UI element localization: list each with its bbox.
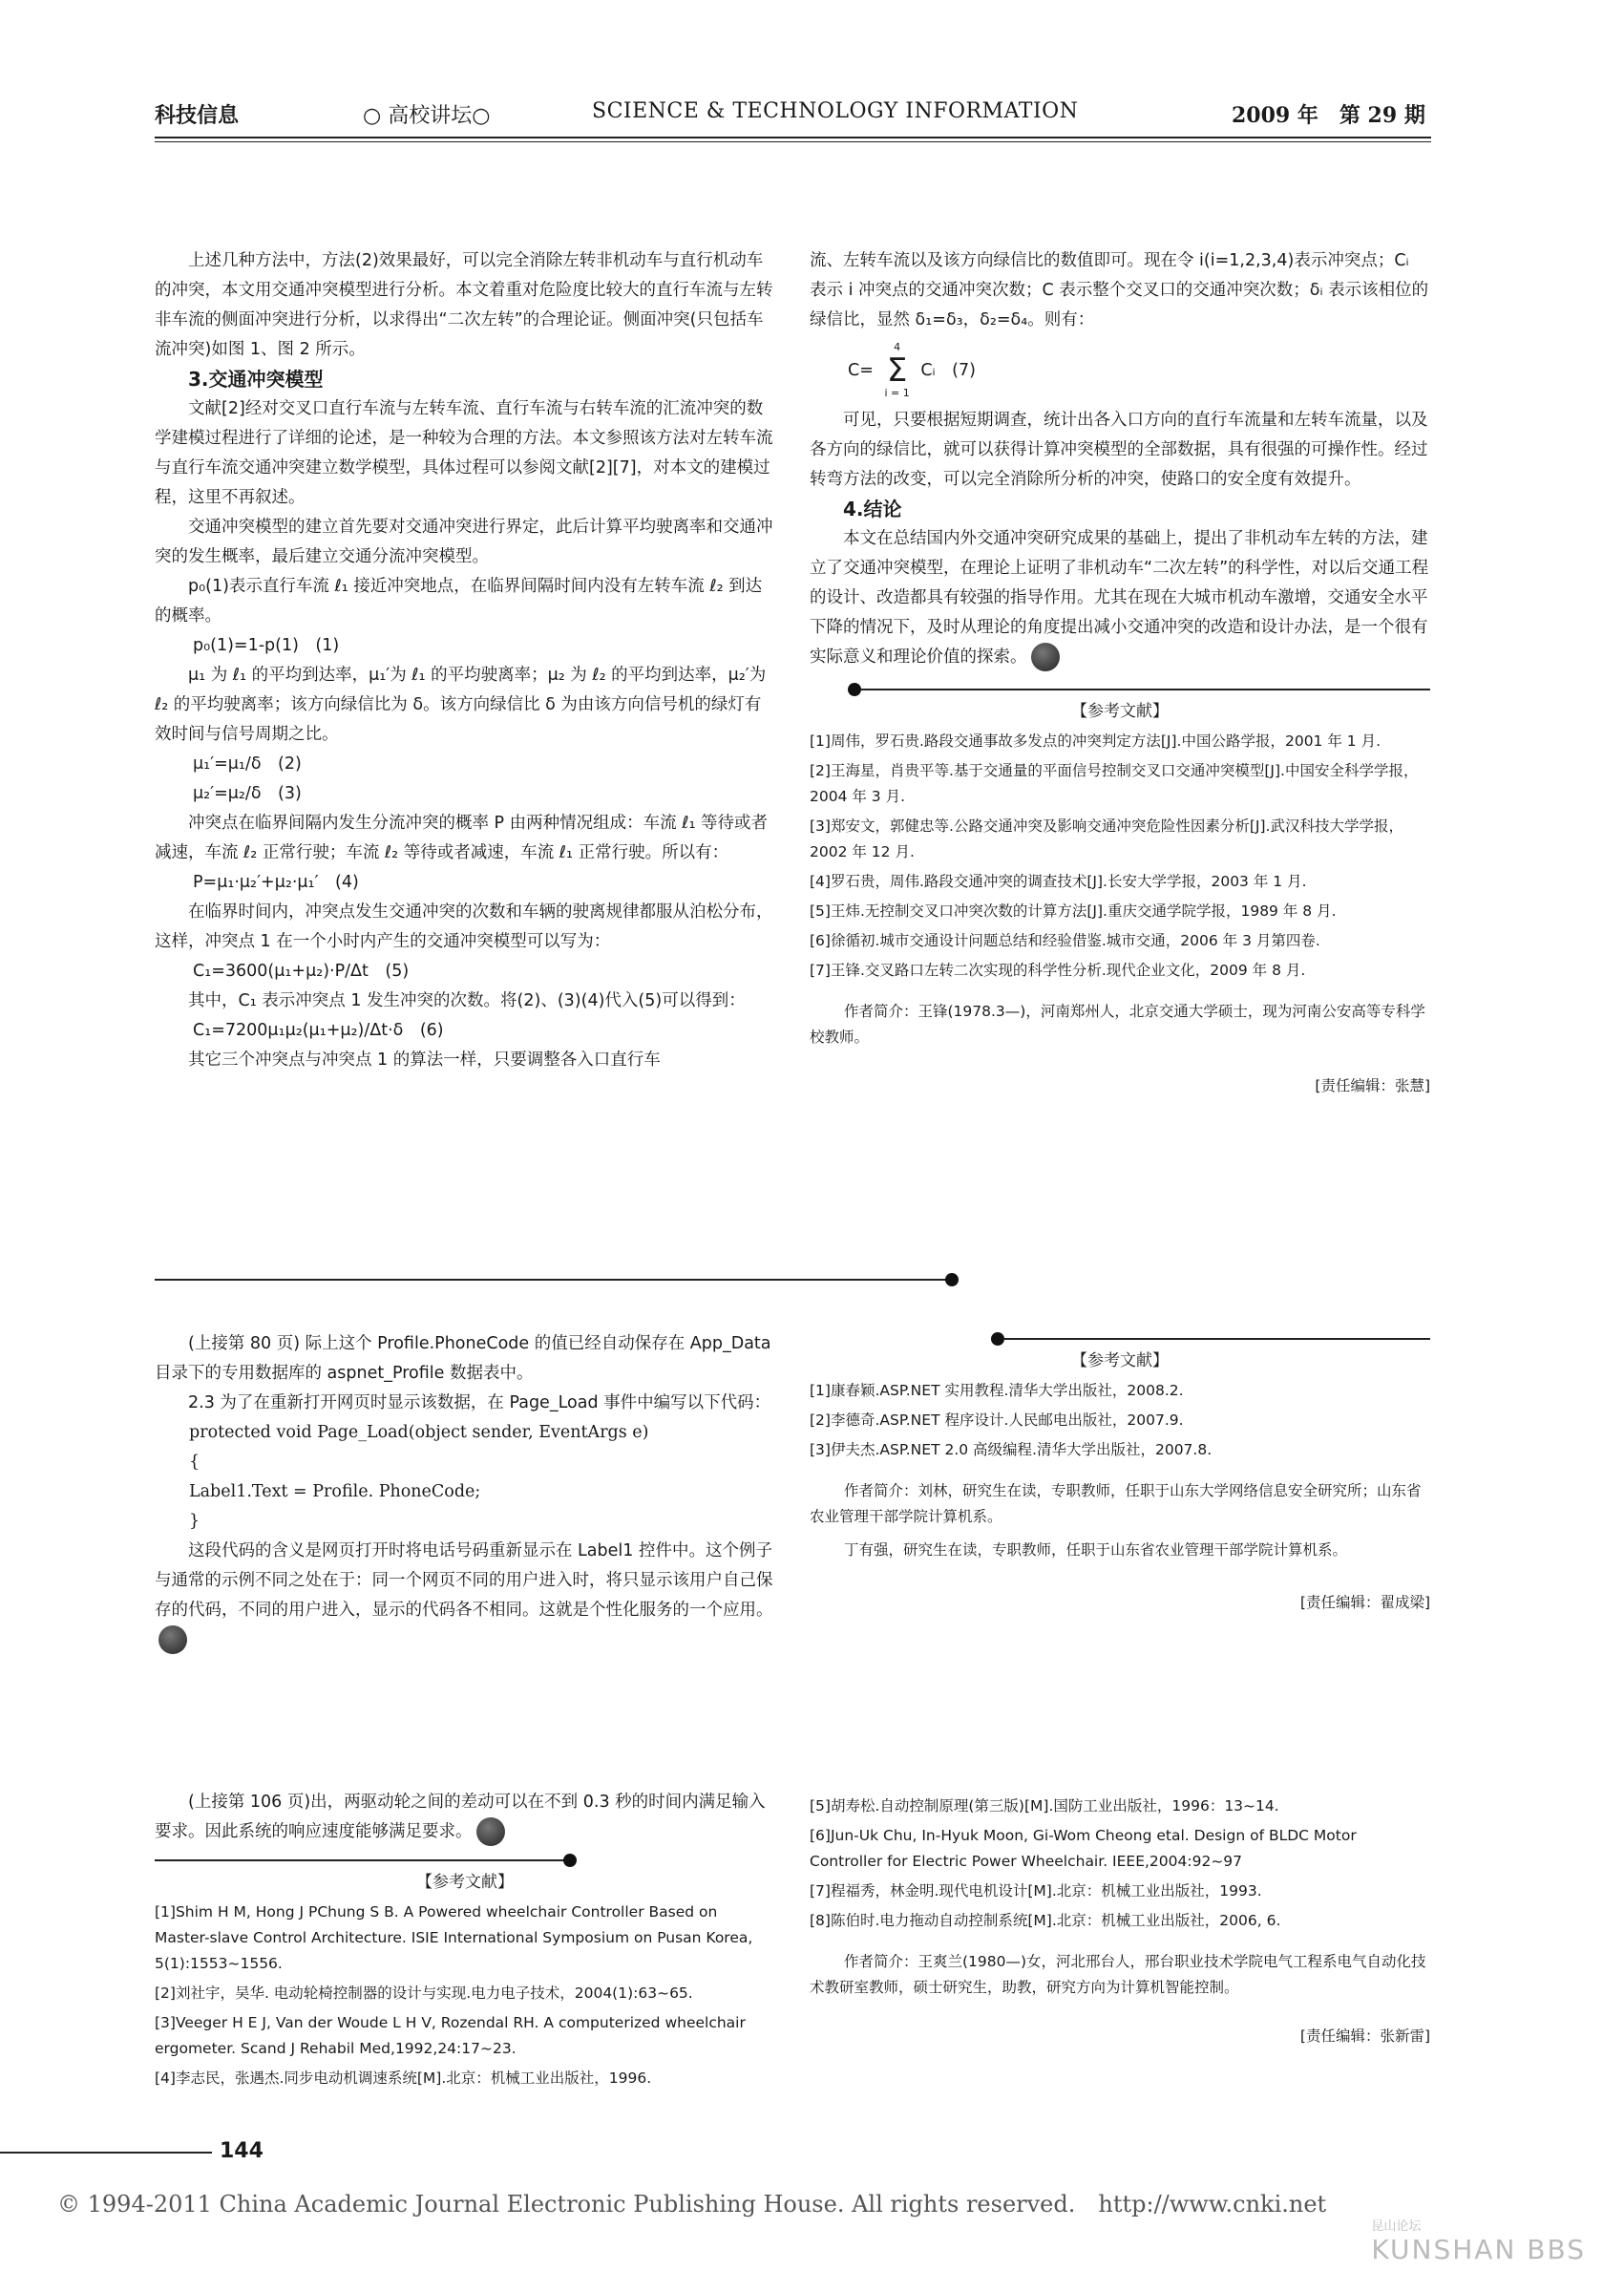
- reference-item: [3]伊夫杰.ASP.NET 2.0 高级编程.清华大学出版社，2007.8.: [810, 1441, 1213, 1458]
- reference-item: [1]周伟，罗石贵.路段交通事故多发点的冲突判定方法[J].中国公路学报，2001 年 1 月.: [810, 732, 1381, 750]
- paragraph: 其中，C₁ 表示冲突点 1 发生冲突的次数。将(2)、(3)(4)代入(5)可以得到：: [188, 991, 746, 1010]
- equation-3: μ₂′=μ₂/δ (3): [193, 784, 302, 803]
- watermark-main: KUNSHAN BBS: [1371, 2234, 1586, 2265]
- eq7-right: Cᵢ (7): [920, 361, 976, 380]
- reference-item: [2]李德奇.ASP.NET 程序设计.人民邮电出版社，2007.9.: [810, 1411, 1184, 1429]
- page-number-rule: [0, 2152, 212, 2154]
- end-mark-icon: 科: [1031, 643, 1060, 671]
- equation-4: P=μ₁·μ₂′+μ₂·μ₁′ (4): [193, 873, 359, 892]
- author-bio: 作者简介：刘林，研究生在读，专职教师，任职于山东大学网络信息安全研究所；山东省农业管理干部学院计算机系。: [810, 1482, 1422, 1525]
- responsible-editor: [责任编辑：张慧]: [1315, 1077, 1430, 1094]
- journal-name: 科技信息: [155, 103, 240, 128]
- paragraph: 交通冲突模型的建立首先要对交通冲突进行界定，此后计算平均驶离率和交通冲突的发生概率，最后建立交通分流冲突模型。: [155, 518, 773, 566]
- copyright-footer: © 1994-2011 China Academic Journal Electronic Publishing House. All rights reserved. http://www.cnki.net: [57, 2191, 1327, 2218]
- reference-list: [810, 699, 1430, 1099]
- paragraph-text: (上接第 106 页)出，两驱动轮之间的差动可以在不到 0.3 秒的时间内满足输入要求。因此系统的响应速度能够满足要求。: [155, 1793, 766, 1841]
- reference-item: [3]Veeger H E J, Van der Woude L H V, Rozendal RH. A computerized wheelchair ergometer. Scand J Rehabil Med,1992,24:17~23.: [155, 2014, 746, 2057]
- section-name: ○ 高校讲坛○: [363, 104, 491, 128]
- paragraph: 上述几种方法中，方法(2)效果最好，可以完全消除左转非机动车与直行机动车的冲突，本文用交通冲突模型进行分析。本文着重对危险度比较大的直行车流与左转非车流的侧面冲突进行分析，以求得出“二次左转”的合理论证。侧面冲突(只包括车流冲突)如图 1、图 2 所示。: [155, 251, 773, 359]
- reference-item: [7]王锋.交叉路口左转二次实现的科学性分析.现代企业文化，2009 年 8 月.: [810, 962, 1306, 979]
- header-rule-thin: [155, 141, 1431, 142]
- article-separator-line: [155, 1279, 949, 1281]
- reference-item: [2]王海星，肖贵平等.基于交通量的平面信号控制交叉口交通冲突模型[J].中国安全科学学报，2004 年 3 月.: [810, 762, 1419, 805]
- end-mark-icon: 科: [476, 1817, 505, 1846]
- code-line: protected void Page_Load(object sender, EventArgs e): [189, 1423, 649, 1442]
- paragraph-text: 这段代码的含义是网页打开时将电话号码重新显示在 Label1 控件中。这个例子与通常的示例不同之处在于：同一个网页不同的用户进入时，将只显示该用户自己保存的代码，不同的用户进入，显示的代码各不相同。这就是个性化服务的一个应用。: [155, 1541, 773, 1620]
- responsible-editor: [责任编辑：张新雷]: [1299, 2027, 1430, 2045]
- reference-item: [1]Shim H M, Hong J PChung S B. A Powered wheelchair Controller Based on Master-slave Control Architecture. ISIE International Symposium on Pusan Korea, 5(1):1553~1556.: [155, 1903, 753, 1972]
- section-heading: 4.结论: [843, 498, 902, 520]
- responsible-editor: [责任编辑：翟成梁]: [1299, 1594, 1430, 1611]
- section-heading: 3.交通冲突模型: [188, 368, 324, 391]
- equation-2: μ₁′=μ₁/δ (2): [193, 754, 302, 774]
- paragraph: [155, 1537, 775, 1655]
- article2-right-column: [810, 1329, 1430, 1620]
- paragraph: [810, 524, 1430, 672]
- article1-left-column: [155, 246, 775, 1075]
- article2-left-column: [155, 1329, 775, 1655]
- watermark-top: 昆山论坛: [1371, 2219, 1422, 2234]
- english-title: SCIENCE & TECHNOLOGY INFORMATION: [592, 99, 1079, 123]
- page-number: 144: [220, 2139, 264, 2163]
- separator-line: [1004, 1338, 1430, 1340]
- paragraph: 其它三个冲突点与冲突点 1 的算法一样，只要调整各入口直行车: [188, 1051, 661, 1070]
- author-bio: 丁有强，研究生在读，专职教师，任职于山东省农业管理干部学院计算机系。: [844, 1541, 1348, 1559]
- equation-7: [810, 341, 1430, 400]
- separator-dot: [848, 683, 861, 696]
- article1-right-column: [810, 246, 1430, 1103]
- author-bio: 作者简介：王锋(1978.3—)，河南郑州人，北京交通大学硕士，现为河南公安高等专科学校教师。: [810, 1003, 1425, 1046]
- reference-item: [3]郑安文，郭健忠等.公路交通冲突及影响交通冲突危险性因素分析[J].武汉科技大学学报，2002 年 12 月.: [810, 817, 1403, 860]
- reference-item: [4]李志民，张遇杰.同步电动机调速系统[M].北京：机械工业出版社，1996.: [155, 2069, 652, 2087]
- code-line: {: [189, 1453, 200, 1472]
- reference-item: [5]王炜.无控制交叉口冲突次数的计算方法[J].重庆交通学院学报，1989 年 8 月.: [810, 902, 1337, 920]
- eq7-left: C=: [848, 361, 874, 380]
- reference-list: [155, 1870, 775, 2091]
- separator-line: [861, 689, 1430, 690]
- ref-separator: [810, 1329, 1430, 1348]
- ref-separator: [155, 1851, 775, 1870]
- author-bio: 作者简介：王爽兰(1980—)女，河北邢台人，邢台职业技术学院电气工程系电气自动化技术教研室教师，硕士研究生，助教，研究方向为计算机智能控制。: [810, 1953, 1426, 1996]
- issue-number: 2009 年 第 29 期: [1232, 103, 1425, 128]
- equation-1: p₀(1)=1-p(1) (1): [193, 636, 340, 655]
- watermark: [1371, 2216, 1586, 2265]
- paragraph: μ₁ 为 ℓ₁ 的平均到达率，μ₁′为 ℓ₁ 的平均驶离率；μ₂ 为 ℓ₂ 的平均到达率，μ₂′为 ℓ₂ 的平均驶离率；该方向绿信比为 δ。该方向绿信比 δ 为由该方向信号机的绿灯有效时间与信号周期之比。: [155, 666, 767, 744]
- paragraph: 流、左转车流以及该方向绿信比的数值即可。现在令 i(i=1,2,3,4)表示冲突点；Cᵢ 表示 i 冲突点的交通冲突次数；C 表示整个交叉口的交通冲突次数；δᵢ 表示该相位的绿信比，显然 δ₁=δ₃，δ₂=δ₄。则有：: [810, 251, 1429, 329]
- reference-item: [6]徐循初.城市交通设计问题总结和经验借鉴.城市交通，2006 年 3 月第四卷.: [810, 932, 1320, 949]
- reference-item: [7]程福秀，林金明.现代电机设计[M].北京：机械工业出版社，1993.: [810, 1882, 1262, 1900]
- sum-lower-limit: i = 1: [884, 387, 910, 399]
- conclusion-text: 本文在总结国内外交通冲突研究成果的基础上，提出了非机动车左转的方法，建立了交通冲突模型，在理论上证明了非机动车“二次左转”的科学性，对以后交通工程的设计、改造都具有较强的指导作用。尤其在现在大城市机动车激增，交通安全水平下降的情况下，及时从理论的角度提出减小交通冲突的改造和设计办法，是一个很有实际意义和理论价值的探索。: [810, 529, 1429, 667]
- reference-item: [4]罗石贵，周伟.路段交通冲突的调查技术[J].长安大学学报，2003 年 1 月.: [810, 873, 1307, 890]
- paragraph: (上接第 80 页) 际上这个 Profile.PhoneCode 的值已经自动保存在 App_Data 目录下的专用数据库的 aspnet_Profile 数据表中。: [155, 1334, 771, 1383]
- header-rule: [155, 137, 1431, 138]
- summation: [884, 341, 909, 400]
- reference-item: [1]康春颖.ASP.NET 实用教程.清华大学出版社，2008.2.: [810, 1382, 1184, 1399]
- paragraph: [155, 1788, 775, 1847]
- sigma-symbol: Σ: [886, 351, 908, 390]
- reference-item: [8]陈伯时.电力拖动自动控制系统[M].北京：机械工业出版社，2006, 6.: [810, 1912, 1281, 1929]
- article-separator-dot: [945, 1273, 959, 1286]
- paragraph: 2.3 为了在重新打开网页时显示该数据，在 Page_Load 事件中编写以下代码：: [188, 1393, 771, 1412]
- references-heading: 【参考文献】: [1071, 1351, 1169, 1370]
- separator-line: [155, 1859, 565, 1861]
- ref-separator: [810, 680, 1430, 699]
- article3-right-column: [810, 1793, 1430, 2053]
- code-line: }: [189, 1512, 200, 1531]
- reference-item: [5]胡寿松.自动控制原理(第三版)[M].国防工业出版社，1996：13~14.: [810, 1797, 1279, 1815]
- article3-left-column: [155, 1788, 775, 2095]
- code-line: Label1.Text = Profile. PhoneCode;: [189, 1482, 481, 1501]
- end-mark-icon: 科: [158, 1625, 187, 1654]
- sum-upper-limit: 4: [894, 341, 901, 353]
- references-heading: 【参考文献】: [1071, 702, 1169, 721]
- paragraph: 文献[2]经对交叉口直行车流与左转车流、直行车流与右转车流的汇流冲突的数学建模过程进行了详细的论述，是一种较为合理的方法。本文参照该方法对左转车流与直行车流交通冲突建立数学模型，具体过程可以参阅文献[2][7]，对本文的建模过程，这里不再叙述。: [155, 399, 773, 507]
- paragraph: 冲突点在临界间隔内发生分流冲突的概率 P 由两种情况组成：车流 ℓ₁ 等待或者减速，车流 ℓ₂ 正常行驶；车流 ℓ₂ 等待或者减速，车流 ℓ₁ 正常行驶。所以有：: [155, 814, 769, 862]
- equation-6: C₁=7200μ₁μ₂(μ₁+μ₂)/Δt·δ (6): [193, 1021, 444, 1040]
- separator-dot: [991, 1332, 1004, 1346]
- paragraph: p₀(1)表示直行车流 ℓ₁ 接近冲突地点，在临界间隔时间内没有左转车流 ℓ₂ 到达的概率。: [155, 577, 763, 626]
- reference-item: [2]刘社宇，吴华. 电动轮椅控制器的设计与实现.电力电子技术，2004(1):63~65.: [155, 1984, 693, 2002]
- paragraph: 在临界时间内，冲突点发生交通冲突的次数和车辆的驶离规律都服从泊松分布，这样，冲突点 1 在一个小时内产生的交通冲突模型可以写为：: [155, 902, 773, 951]
- references-heading: 【参考文献】: [416, 1873, 514, 1892]
- paragraph: 可见，只要根据短期调查，统计出各入口方向的直行车流量和左转车流量，以及各方向的绿信比，就可以获得计算冲突模型的全部数据，具有很强的可操作性。经过转弯方法的改变，可以完全消除所分析的冲突，使路口的安全度有效提升。: [810, 411, 1428, 489]
- equation-5: C₁=3600(μ₁+μ₂)·P/Δt (5): [193, 962, 410, 981]
- separator-dot: [563, 1854, 577, 1867]
- reference-item: [6]Jun-Uk Chu, In-Hyuk Moon, Gi-Wom Cheong etal. Design of BLDC Motor Controller for Electric Power Wheelchair. IEEE,2004:92~97: [810, 1827, 1357, 1870]
